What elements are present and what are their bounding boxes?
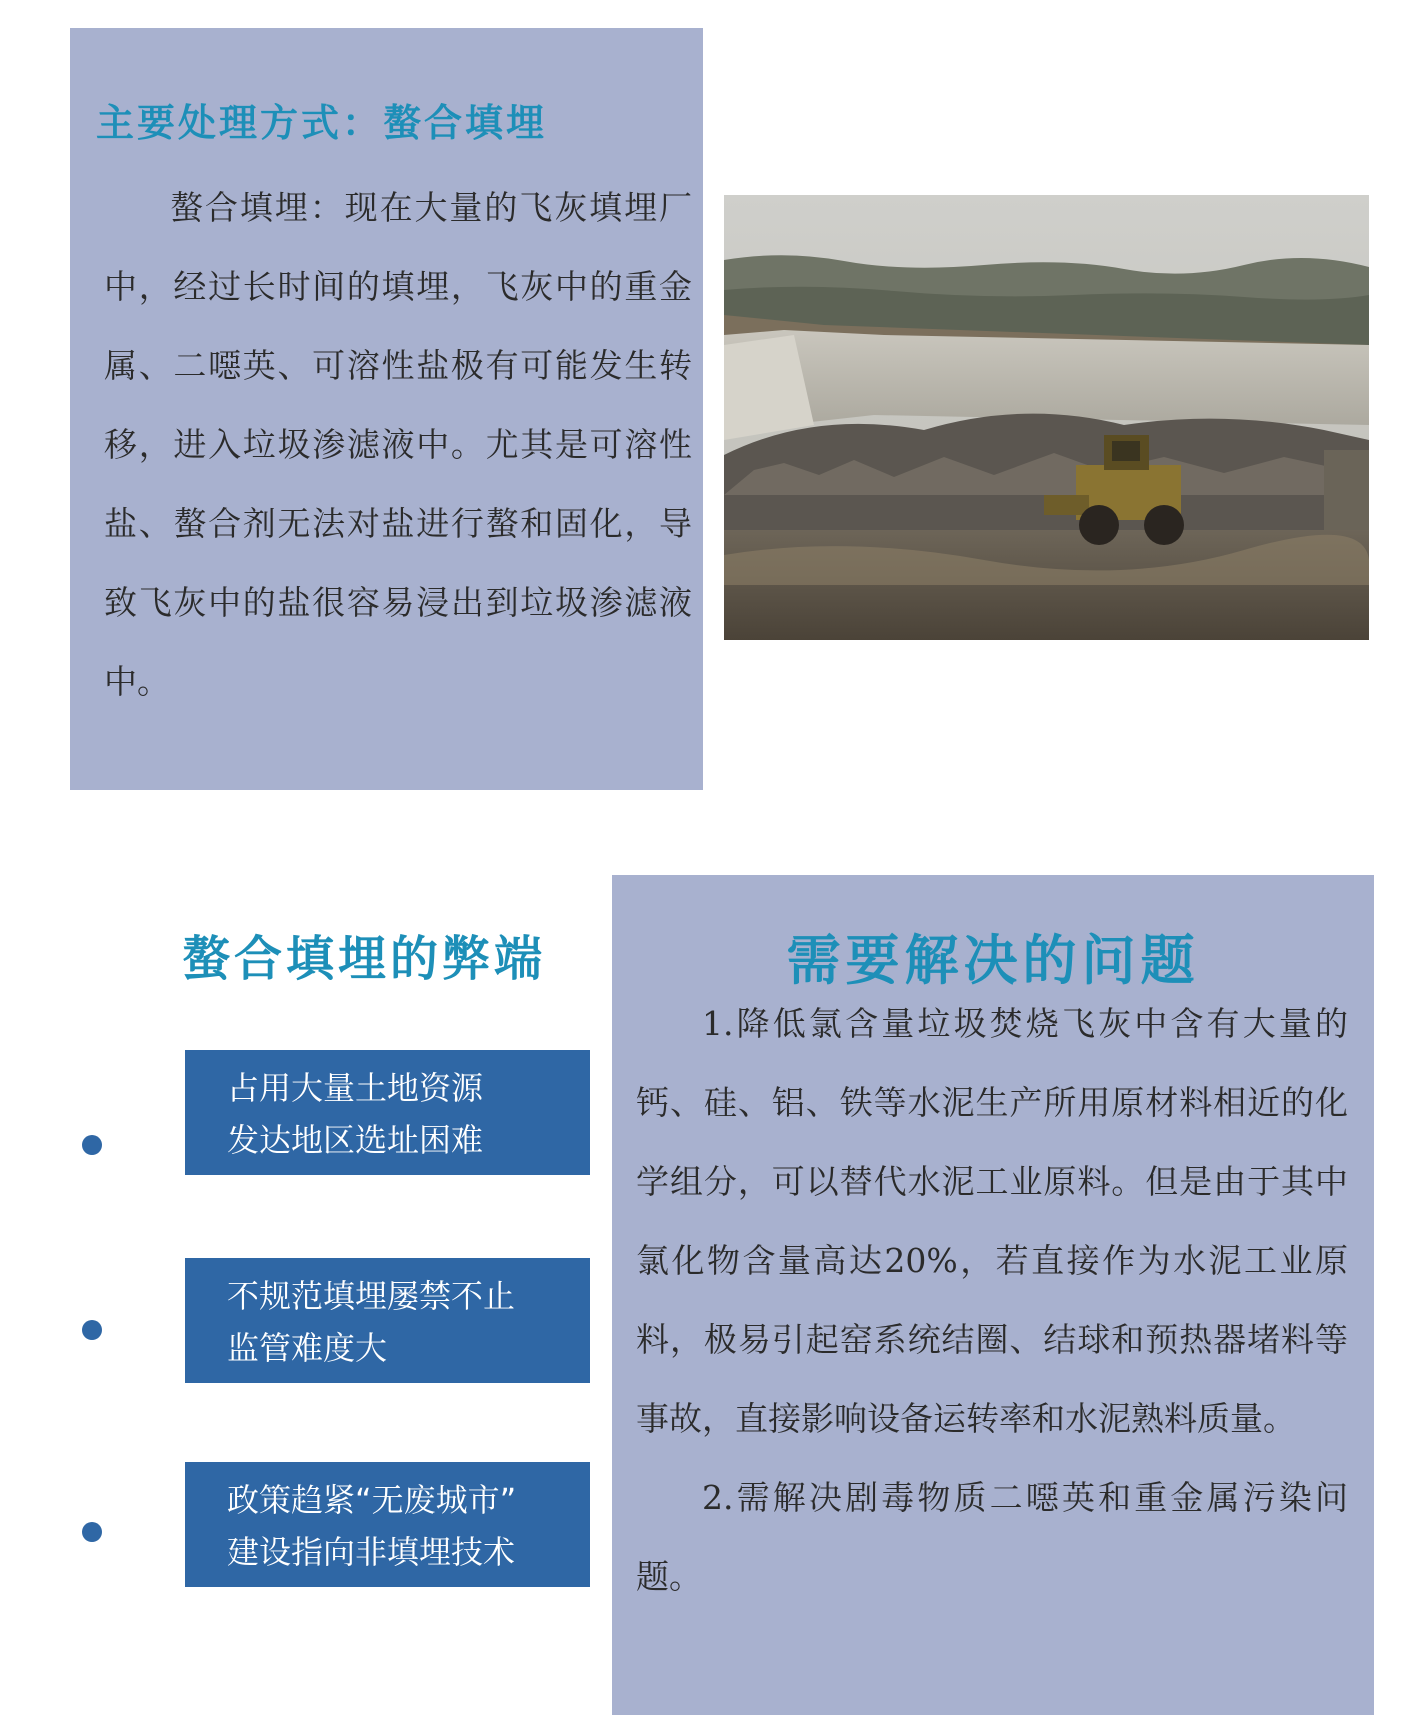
drawback-box-2 (185, 1258, 590, 1383)
drawback-3-line-1: 政策趋紧“无废城市” (227, 1481, 517, 1519)
drawback-2-line-2: 监管难度大 (227, 1329, 388, 1367)
bullet-3 (82, 1522, 102, 1542)
drawback-1-line-2: 发达地区选址困难 (227, 1121, 484, 1159)
drawback-2-line-1: 不规范填埋屡禁不止 (227, 1277, 516, 1315)
bullet-1 (82, 1135, 102, 1155)
drawback-1-line-1: 占用大量土地资源 (227, 1069, 484, 1107)
issue-paragraph-1: 1.降低氯含量垃圾焚烧飞灰中含有大量的钙、硅、铝、铁等水泥生产所用原材料相近的化学组分，可以替代水泥工业原料。但是由于其中氯化物含量高达20%，若直接作为水泥工业原料，极易引起窑系统结圈、结球和预热器堵料等事故，直接影响设备运转率和水泥熟料质量。 (636, 1004, 1348, 1438)
section-title-drawbacks: 螯合填埋的弊端 (182, 931, 547, 987)
landfill-photo (724, 195, 1369, 640)
issues-body (636, 984, 1348, 1616)
main-method-paragraph: 螯合填埋：现在大量的飞灰填埋厂中，经过长时间的填埋，飞灰中的重金属、二噁英、可溶性盐极有可能发生转移，进入垃圾渗滤液中。尤其是可溶性盐、螯合剂无法对盐进行螯和固化，导致飞灰中的盐很容易浸出到垃圾渗滤液中。 (104, 188, 692, 701)
bullet-2 (82, 1320, 102, 1340)
section-title-issues: 需要解决的问题 (786, 929, 1200, 992)
issue-paragraph-2: 2.需解决剧毒物质二噁英和重金属污染问题。 (636, 1478, 1348, 1596)
section-title-main-method: 主要处理方式：螯合填埋 (96, 101, 548, 145)
drawback-box-1 (185, 1050, 590, 1175)
drawback-3-line-2: 建设指向非填埋技术 (227, 1533, 516, 1571)
photo-machine-right (1324, 450, 1369, 530)
drawback-box-3 (185, 1462, 590, 1587)
